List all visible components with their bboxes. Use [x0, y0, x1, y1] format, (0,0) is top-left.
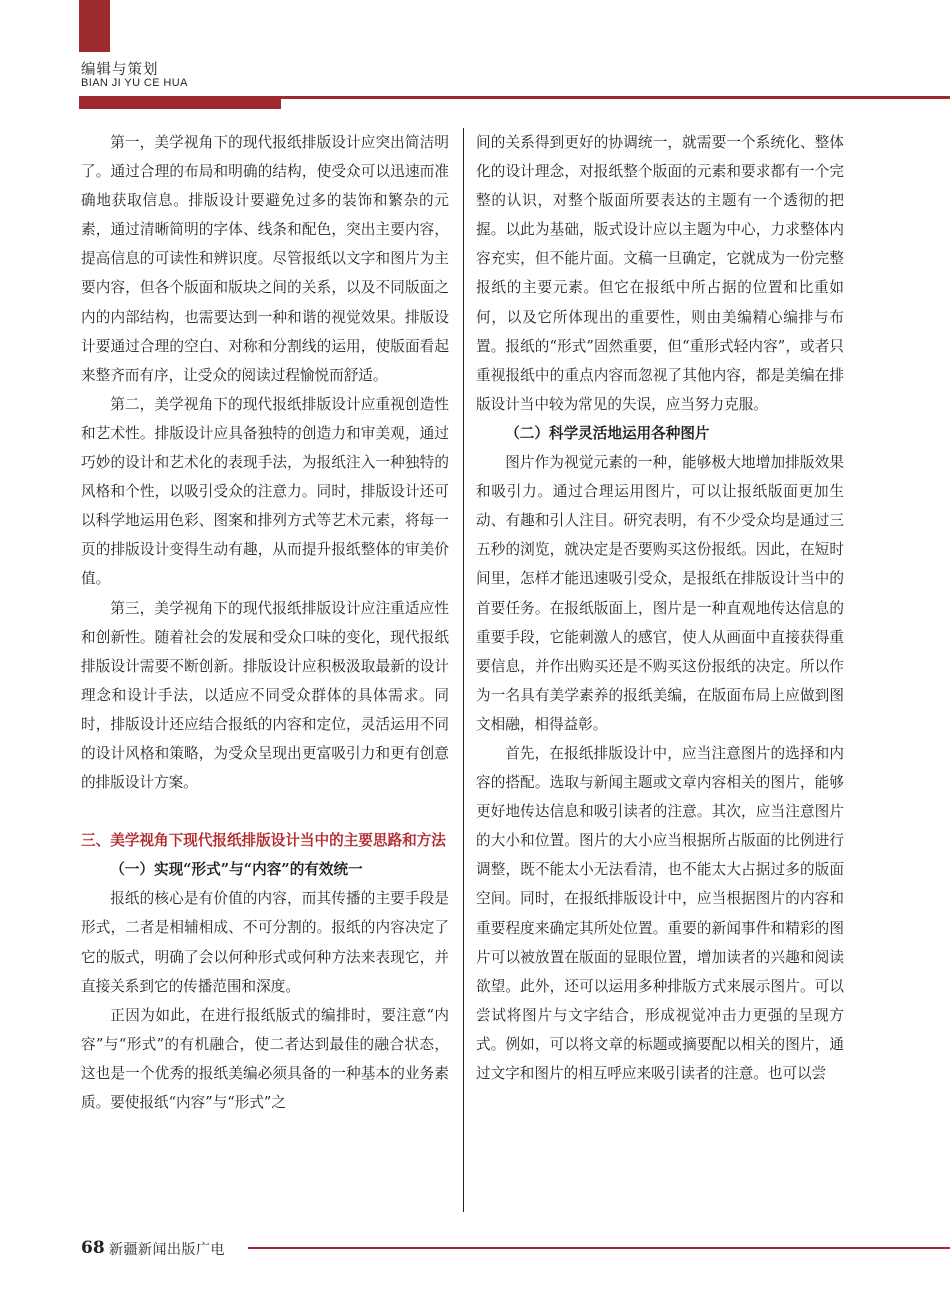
section-heading: 三、美学视角下现代报纸排版设计当中的主要思路和方法 [81, 832, 446, 850]
paragraph: 图片作为视觉元素的一种，能够极大地增加排版效果和吸引力。通过合理运用图片，可以让报纸版面更加生动、有趣和引人注目。研究表明，有不少受众均是通过三五秒的浏览，就决定是否要购买这份报纸。因此，在短时间里，怎样才能迅速吸引受众，是报纸在排版设计当中的首要任务。在报纸版面上，图片是一种直观地传达信息的重要手段，它能刺激人的感官，使人从画面中直接获得重要信息，并作出购买还是不购买这份报纸的决定。所以作为一名具有美学素养的报纸美编，在版面布局上应做到图文相融，相得益彰。 [476, 454, 844, 733]
subheading: （一）实现“形式”与“内容”的有效统一 [110, 861, 363, 879]
paragraph: 第三，美学视角下的现代报纸排版设计应注重适应性和创新性。随着社会的发展和受众口味的变化，现代报纸排版设计需要不断创新。排版设计应积极汲取最新的设计理念和设计手法，以适应不同受众群体的具体需求。同时，排版设计还应结合报纸的内容和定位，灵活运用不同的设计风格和策略，为受众呈现出更富吸引力和更有创意的排版设计方案。 [81, 599, 449, 792]
section-title: 编辑与策划 [81, 62, 159, 78]
header-tab-block [79, 0, 110, 52]
right-column [476, 128, 844, 1088]
paragraph: 第二，美学视角下的现代报纸排版设计应重视创造性和艺术性。排版设计应具备独特的创造力和审美观，通过巧妙的设计和艺术化的表现手法，为报纸注入一种独特的风格和个性，以吸引受众的注意力。同时，排版设计还可以科学地运用色彩、图案和排列方式等艺术元素，将每一页的排版设计变得生动有趣，从而提升报纸整体的审美价值。 [81, 395, 449, 588]
section-subtitle: BIAN JI YU CE HUA [81, 77, 188, 89]
journal-name: 新疆新闻出版广电 [109, 1242, 225, 1258]
paragraph: 报纸的核心是有价值的内容，而其传播的主要手段是形式，二者是相辅相成、不可分割的。报纸的内容决定了它的版式，明确了会以何种形式或何种方法来表现它，并直接关系到它的传播范围和深度。 [81, 890, 449, 995]
page-number: 68 [81, 1238, 105, 1258]
paragraph: 正因为如此，在进行报纸版式的编排时，要注意“内容”与“形式”的有机融合，使二者达到最佳的融合状态，这也是一个优秀的报纸美编必须具备的一种基本的业务素质。要使报纸“内容”与“形式”之 [81, 1006, 449, 1111]
paragraph: 首先，在报纸排版设计中，应当注意图片的选择和内容的搭配。选取与新闻主题或文章内容相关的图片，能够更好地传达信息和吸引读者的注意。其次，应当注意图片的大小和位置。图片的大小应当根据所占版面的比例进行调整，既不能太小无法看清，也不能太大占据过多的版面空间。同时，在报纸排版设计中，应当根据图片的内容和重要程度来确定其所处位置。重要的新闻事件和精彩的图片可以被放置在版面的显眼位置，增加读者的兴趣和阅读欲望。此外，还可以运用多种排版方式来展示图片。可以尝试将图片与文字结合，形成视觉冲击力更强的呈现方式。例如，可以将文章的标题或摘要配以相关的图片，通过文字和图片的相互呼应来吸引读者的注意。也可以尝 [476, 744, 844, 1082]
subheading: （二）科学灵活地运用各种图片 [505, 424, 710, 442]
paragraph-continued: 间的关系得到更好的协调统一，就需要一个系统化、整体化的设计理念，对报纸整个版面的元素和要求都有一个完整的认识，对整个版面所要表达的主题有一个透彻的把握。以此为基础，版式设计应以主题为中心，力求整体内容充实，但不能片面。文稿一旦确定，它就成为一份完整报纸的主要元素。但它在报纸中所占据的位置和比重如何，以及它所体现出的重要性，则由美编精心编排与布置。报纸的“形式”固然重要，但“重形式轻内容”，或者只重视报纸中的重点内容而忽视了其他内容，都是美编在排版设计当中较为常见的失误，应当努力克服。 [476, 134, 844, 413]
spacer [81, 797, 449, 826]
header-accent-bar [79, 99, 281, 109]
left-column [81, 128, 449, 1117]
column-divider [463, 128, 464, 1212]
footer-rule [248, 1247, 950, 1249]
paragraph: 第一，美学视角下的现代报纸排版设计应突出简洁明了。通过合理的布局和明确的结构，使受众可以迅速而准确地获取信息。排版设计要避免过多的装饰和繁杂的元素，通过清晰简明的字体、线条和配色，突出主要内容，提高信息的可读性和辨识度。尽管报纸以文字和图片为主要内容，但各个版面和版块之间的关系，以及不同版面之内的内部结构，也需要达到一种和谐的视觉效果。排版设计要通过合理的空白、对称和分割线的运用，使版面看起来整齐而有序，让受众的阅读过程愉悦而舒适。 [81, 134, 449, 384]
